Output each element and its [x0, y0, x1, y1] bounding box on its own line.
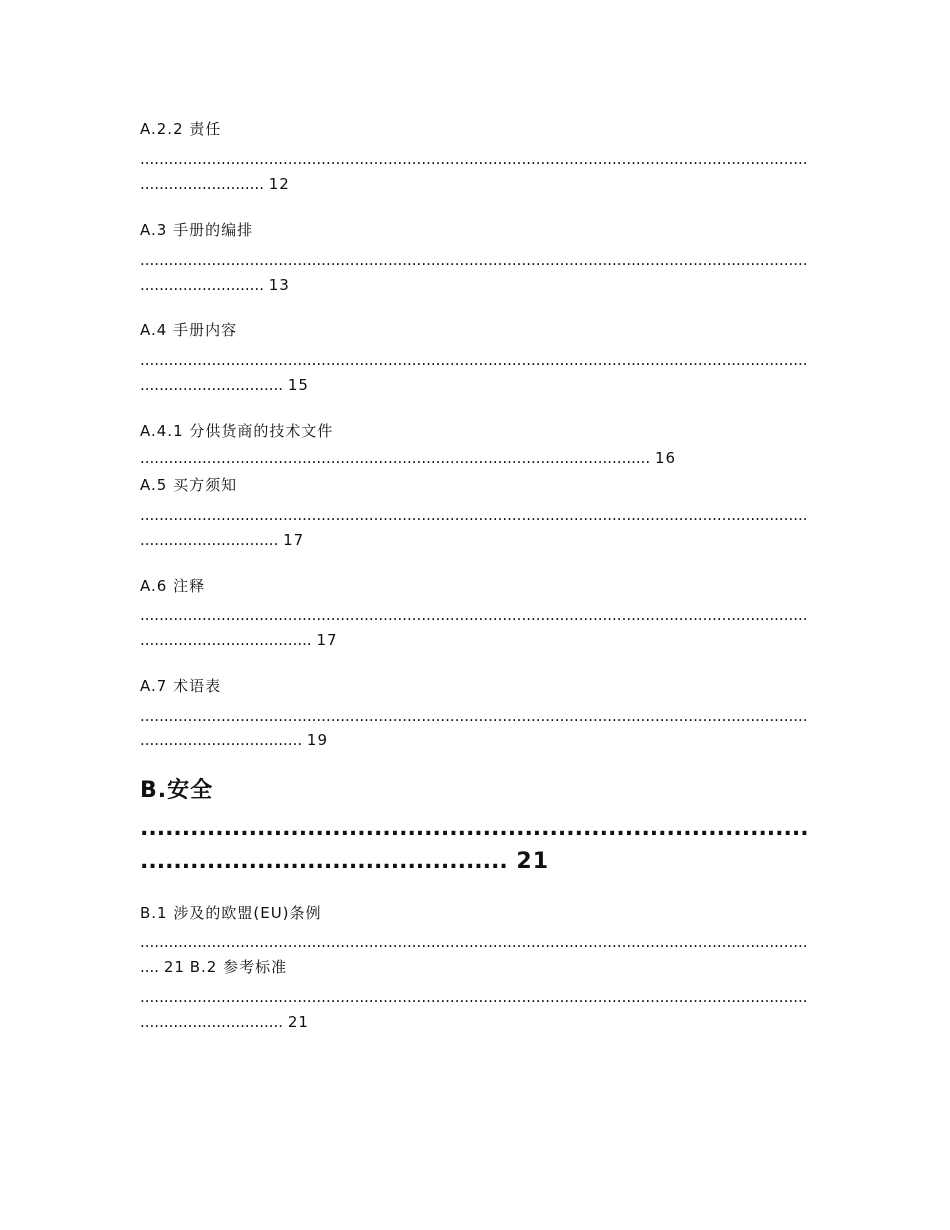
toc-entry-tail	[140, 448, 676, 468]
toc-entry-title: A.2.2 责任	[140, 120, 222, 138]
toc-dot-leader: ............................................	[140, 849, 508, 874]
toc-entry-tail	[140, 848, 549, 876]
toc-dot-leader: ..............................	[140, 1013, 284, 1031]
toc-entry-tail	[140, 630, 338, 650]
toc-entry-title: B.1 涉及的欧盟(EU)条例	[140, 904, 322, 922]
toc-page-number: 21	[163, 958, 185, 976]
toc-dot-leader	[140, 815, 808, 843]
toc-entry-title: A.4.1 分供货商的技术文件	[140, 422, 334, 440]
toc-entry-tail	[140, 530, 304, 550]
toc-dot-leader: ..............................	[140, 376, 284, 394]
toc-dot-leader	[140, 706, 808, 726]
toc-entry-tail	[140, 1012, 309, 1032]
toc-entry-title: A.3 手册的编排	[140, 221, 254, 239]
toc-dot-leader	[140, 932, 808, 952]
toc-dot-leader: ..........................	[140, 175, 264, 193]
toc-dot-leader	[140, 987, 808, 1007]
toc-entry-title: B.2 参考标准	[189, 958, 288, 976]
toc-entry-tail	[140, 174, 290, 194]
toc-dot-leader: ..................................	[140, 731, 303, 749]
toc-entry-tail	[140, 275, 290, 295]
toc-page-number: 15	[287, 376, 309, 394]
toc-dot-leader	[140, 350, 808, 370]
toc-entry-tail	[140, 730, 328, 750]
toc-dot-leader: ....................................	[140, 631, 312, 649]
toc-entry-tail	[140, 957, 287, 977]
toc-section-title: B.安全	[140, 778, 214, 803]
toc-dot-leader	[140, 605, 808, 625]
toc-page-number: 13	[268, 276, 290, 294]
toc-page-number: 16	[654, 449, 677, 467]
toc-page-number: 21	[287, 1013, 309, 1031]
toc-dot-leader: ...........................................................................................................	[140, 449, 651, 467]
toc-dot-leader	[140, 250, 808, 270]
toc-entry-title: A.5 买方须知	[140, 476, 238, 494]
toc-entry-tail	[140, 375, 309, 395]
toc-dot-leader: ....	[140, 958, 160, 976]
toc-entry-title: A.4 手册内容	[140, 321, 238, 339]
toc-page-number: 19	[306, 731, 328, 749]
toc-dot-leader: .............................	[140, 531, 279, 549]
toc-page-number: 17	[316, 631, 338, 649]
toc-page-number: 12	[268, 175, 290, 193]
toc-entry-title: A.7 术语表	[140, 677, 222, 695]
toc-page-number: 17	[283, 531, 305, 549]
toc-dot-leader	[140, 505, 808, 525]
toc-entry-title: A.6 注释	[140, 577, 206, 595]
toc-dot-leader: ..........................	[140, 276, 264, 294]
toc-dot-leader	[140, 149, 808, 169]
toc-page-number: 21	[516, 849, 550, 874]
